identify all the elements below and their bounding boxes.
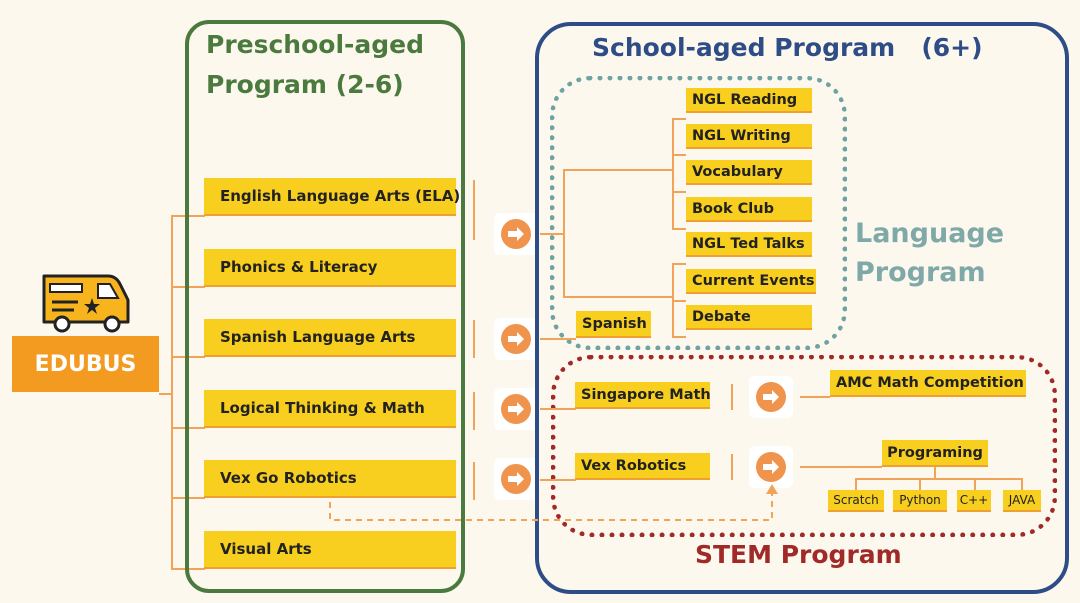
lang-branch-5 (672, 263, 686, 265)
bus-icon (38, 270, 134, 336)
singapore-underline (540, 408, 576, 410)
preschool-title-line1: Preschool-aged (206, 30, 425, 59)
vex-robotics-box: Vex Robotics (575, 453, 710, 480)
prog-drop-1 (855, 478, 857, 490)
preschool-item-ela: English Language Arts (ELA) (204, 178, 456, 216)
language-item-book-club: Book Club (686, 197, 812, 222)
lang-branch-2 (672, 154, 686, 156)
programing-connector (800, 466, 882, 468)
amc-math-box: AMC Math Competition (830, 370, 1026, 397)
tick-ela (473, 180, 475, 240)
stem-title: STEM Program (695, 540, 902, 569)
language-item-ngl-ted-talks: NGL Ted Talks (686, 232, 812, 257)
prog-drop-3 (974, 478, 976, 490)
lang-lower-link (563, 296, 673, 298)
preschool-item-spanish-arts: Spanish Language Arts (204, 319, 456, 357)
arrow-to-spanish (494, 318, 538, 360)
lang-branch-7 (672, 336, 686, 338)
lang-upper-trunk (672, 118, 674, 229)
singapore-tick (731, 384, 733, 410)
tick-math (473, 392, 475, 430)
spanish-box: Spanish (576, 311, 651, 338)
lang-connector-in (540, 233, 564, 235)
arrow-to-language (494, 213, 538, 255)
language-title-line1: Language (855, 218, 1005, 249)
lang-main-trunk (563, 169, 565, 297)
lang-cpp: C++ (957, 490, 991, 512)
arrow-to-amc (749, 376, 793, 418)
programing-box: Programing (882, 440, 988, 467)
language-item-current-events: Current Events (686, 269, 816, 294)
prog-drop-2 (919, 478, 921, 490)
lang-java: JAVA (1003, 490, 1041, 512)
prog-bus (855, 478, 1022, 480)
lang-branch-3 (672, 191, 686, 193)
preschool-item-logic-math: Logical Thinking & Math (204, 390, 456, 428)
preschool-item-phonics: Phonics & Literacy (204, 249, 456, 287)
preschool-item-vex-go: Vex Go Robotics (204, 460, 456, 498)
lang-upper-link (563, 169, 673, 171)
amc-connector (800, 396, 830, 398)
language-item-ngl-writing: NGL Writing (686, 124, 812, 149)
preschool-title-line2: Program (2-6) (206, 70, 404, 99)
language-item-ngl-reading: NGL Reading (686, 88, 812, 113)
prog-drop-4 (1021, 478, 1023, 490)
language-item-debate: Debate (686, 305, 812, 330)
singapore-math-box: Singapore Math (575, 382, 710, 409)
edubus-logo-label: EDUBUS (12, 336, 159, 392)
lang-branch-4 (672, 228, 686, 230)
lang-branch-6 (672, 300, 686, 302)
language-item-vocabulary: Vocabulary (686, 160, 812, 185)
language-title-line2: Program (855, 257, 986, 288)
arrow-to-singapore-math (494, 388, 538, 430)
lang-scratch: Scratch (828, 490, 884, 512)
school-title: School-aged Program (6+) (592, 33, 983, 62)
preschool-item-visual-arts: Visual Arts (204, 531, 456, 569)
lang-python: Python (893, 490, 947, 512)
vex-progression-dashed-arrow (320, 480, 790, 525)
lang-branch-1 (672, 118, 686, 120)
vex-tick (731, 454, 733, 480)
spanish-connector (540, 338, 576, 340)
tick-spanish (473, 320, 475, 358)
preschool-trunk (171, 215, 173, 570)
